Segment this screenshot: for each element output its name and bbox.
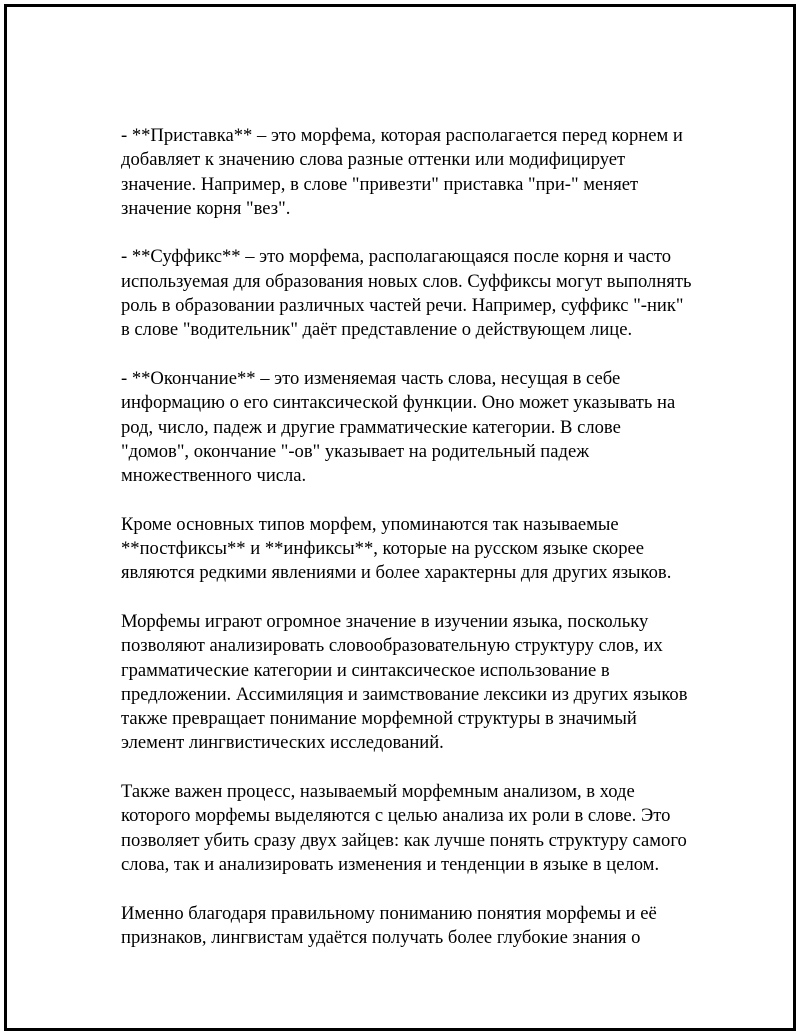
text-line: значение корня "вез". (121, 197, 291, 219)
paragraph-importance (121, 610, 721, 756)
text-line: **постфиксы** и **инфиксы**, которые на русском языке скорее (121, 538, 645, 560)
text-line: которого морфемы выделяются с целью анализа их роли в слове. Это (121, 805, 671, 827)
paragraph-ending (121, 367, 721, 488)
text-line: - **Приставка** – это морфема, которая располагается перед корнем и (121, 125, 683, 146)
text-line: Именно благодаря правильному пониманию понятия морфемы и её (121, 902, 657, 924)
text-line: позволяет убить сразу двух зайцев: как лучше понять структуру самого (121, 829, 687, 851)
text-line: являются редкими явлениями и более характерны для других языков. (121, 562, 672, 584)
text-line: грамматические категории и синтаксическое использование в (121, 659, 610, 681)
text-line: Также важен процесс, называемый морфемным анализом, в ходе (121, 781, 635, 803)
text-line: множественного числа. (121, 465, 307, 487)
document-body (121, 124, 721, 950)
paragraph-suffix (121, 245, 721, 342)
paragraph-postfixes (121, 513, 721, 586)
paragraph-conclusion (121, 902, 721, 951)
paragraph-analysis (121, 780, 721, 877)
text-line: элемент лингвистических исследований. (121, 732, 444, 754)
text-line: значение. Например, в слове "привезти" приставка "при-" меняет (121, 173, 639, 195)
paragraph-prefix (121, 124, 721, 221)
text-line: "домов", окончание "-ов" указывает на родительный падеж (121, 440, 590, 462)
text-line: предложении. Ассимиляция и заимствование лексики из других языков (121, 683, 688, 705)
text-line: род, число, падеж и другие грамматические категории. В слове (121, 416, 621, 438)
page-frame (4, 4, 796, 1031)
text-line: Морфемы играют огромное значение в изучении языка, поскольку (121, 610, 649, 632)
text-line: позволяют анализировать словообразовательную структуру слов, их (121, 635, 663, 657)
text-line: роль в образовании различных частей речи. Например, суффикс "-ник" (121, 295, 684, 317)
text-line: - **Суффикс** – это морфема, располагающаяся после корня и часто (121, 246, 672, 268)
text-line: слова, так и анализировать изменения и тенденции в языке в целом. (121, 853, 660, 875)
text-line: - **Окончание** – это изменяемая часть слова, несущая в себе (121, 367, 621, 389)
text-line: в слове "водительник" даёт представление о действующем лице. (121, 319, 633, 341)
text-line: используемая для образования новых слов. Суффиксы могут выполнять (121, 270, 692, 292)
text-line: Кроме основных типов морфем, упоминаются так называемые (121, 513, 619, 535)
text-line: также превращает понимание морфемной структуры в значимый (121, 708, 637, 730)
text-line: информацию о его синтаксической функции. Оно может указывать на (121, 392, 676, 414)
text-line: признаков, лингвистам удаётся получать более глубокие знания о (121, 926, 641, 948)
text-line: добавляет к значению слова разные оттенки или модифицирует (121, 149, 626, 171)
